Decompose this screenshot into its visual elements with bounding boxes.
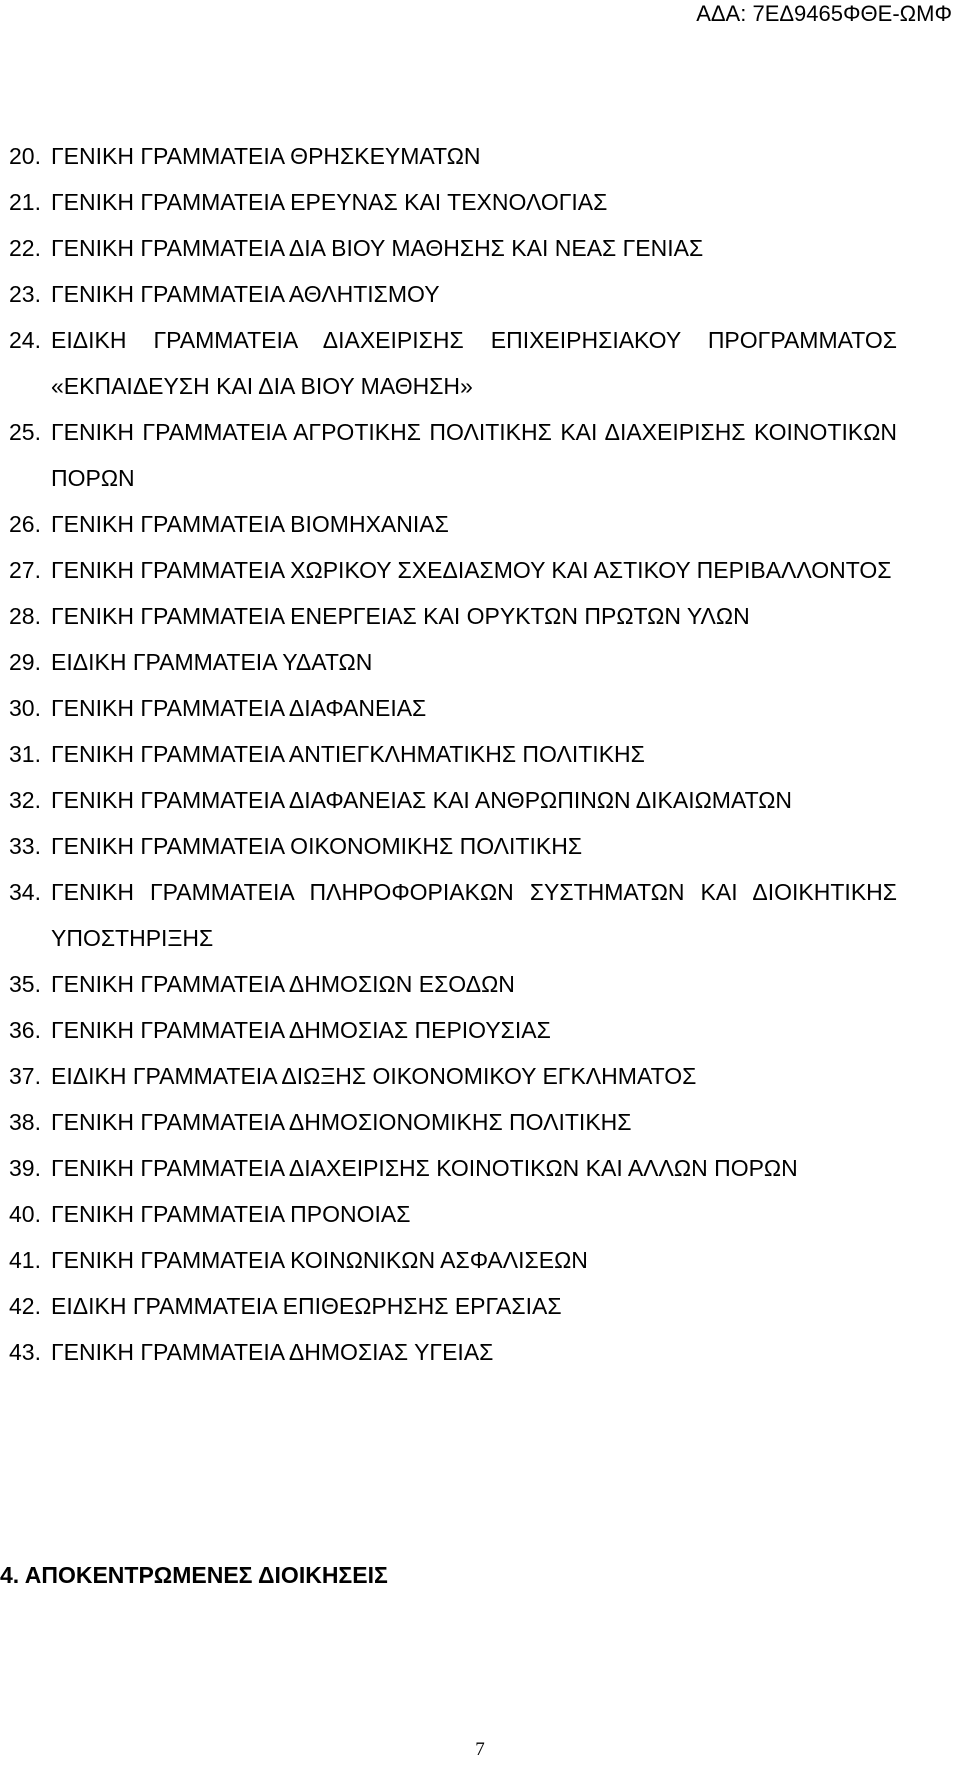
list-item (9, 1237, 897, 1283)
section-heading: 4. ΑΠΟΚΕΝΤΡΩΜΕΝΕΣ ΔΙΟΙΚΗΣΕΙΣ (0, 1562, 388, 1588)
list-item (9, 547, 897, 593)
list-item (9, 961, 897, 1007)
item-number: 23. (9, 281, 41, 307)
list-item (9, 1053, 897, 1099)
list-item (9, 731, 897, 777)
item-text: ΓΕΝΙΚΗ ΓΡΑΜΜΑΤΕΙΑ ΠΛΗΡΟΦΟΡΙΑΚΩΝ ΣΥΣΤΗΜΑΤΩΝ ΚΑΙ ΔΙΟΙΚΗΤΙΚΗΣ ΥΠΟΣΤΗΡΙΞΗΣ (51, 879, 897, 951)
list-item (9, 1191, 897, 1237)
item-text: ΓΕΝΙΚΗ ΓΡΑΜΜΑΤΕΙΑ ΔΗΜΟΣΙΑΣ ΠΕΡΙΟΥΣΙΑΣ (51, 1017, 551, 1043)
item-text: ΓΕΝΙΚΗ ΓΡΑΜΜΑΤΕΙΑ ΔΙΑΧΕΙΡΙΣΗΣ ΚΟΙΝΟΤΙΚΩΝ ΚΑΙ ΑΛΛΩΝ ΠΟΡΩΝ (51, 1155, 798, 1181)
ada-code-header: ΑΔΑ: 7ΕΔ9465ΦΘΕ-ΩΜΦ (696, 1, 952, 26)
item-number: 42. (9, 1293, 41, 1319)
item-number: 41. (9, 1247, 41, 1273)
item-number: 36. (9, 1017, 41, 1043)
item-number: 34. (9, 879, 41, 905)
item-text: ΓΕΝΙΚΗ ΓΡΑΜΜΑΤΕΙΑ ΑΓΡΟΤΙΚΗΣ ΠΟΛΙΤΙΚΗΣ ΚΑΙ ΔΙΑΧΕΙΡΙΣΗΣ ΚΟΙΝΟΤΙΚΩΝ ΠΟΡΩΝ (51, 419, 897, 491)
item-number: 35. (9, 971, 41, 997)
item-text: ΓΕΝΙΚΗ ΓΡΑΜΜΑΤΕΙΑ ΔΗΜΟΣΙΑΣ ΥΓΕΙΑΣ (51, 1339, 494, 1365)
item-number: 29. (9, 649, 41, 675)
item-number: 21. (9, 189, 41, 215)
item-text: ΕΙΔΙΚΗ ΓΡΑΜΜΑΤΕΙΑ ΔΙΑΧΕΙΡΙΣΗΣ ΕΠΙΧΕΙΡΗΣΙΑΚΟΥ ΠΡΟΓΡΑΜΜΑΤΟΣ «ΕΚΠΑΙΔΕΥΣΗ ΚΑΙ ΔΙΑ ΒΙΟΥ ΜΑΘΗΣΗ» (51, 327, 897, 399)
item-text: ΓΕΝΙΚΗ ΓΡΑΜΜΑΤΕΙΑ ΔΗΜΟΣΙΟΝΟΜΙΚΗΣ ΠΟΛΙΤΙΚΗΣ (51, 1109, 632, 1135)
item-number: 33. (9, 833, 41, 859)
list-item (9, 179, 897, 225)
item-number: 31. (9, 741, 41, 767)
list-item (9, 1329, 897, 1375)
item-text: ΓΕΝΙΚΗ ΓΡΑΜΜΑΤΕΙΑ ΔΙΑ ΒΙΟΥ ΜΑΘΗΣΗΣ ΚΑΙ ΝΕΑΣ ΓΕΝΙΑΣ (51, 235, 704, 261)
list-item (9, 1145, 897, 1191)
item-number: 40. (9, 1201, 41, 1227)
item-number: 27. (9, 557, 41, 583)
list-item (9, 1099, 897, 1145)
item-number: 26. (9, 511, 41, 537)
list-item (9, 685, 897, 731)
list-item (9, 225, 897, 271)
list-item (9, 1007, 897, 1053)
item-text: ΓΕΝΙΚΗ ΓΡΑΜΜΑΤΕΙΑ ΑΝΤΙΕΓΚΛΗΜΑΤΙΚΗΣ ΠΟΛΙΤΙΚΗΣ (51, 741, 645, 767)
item-text: ΓΕΝΙΚΗ ΓΡΑΜΜΑΤΕΙΑ ΘΡΗΣΚΕΥΜΑΤΩΝ (51, 143, 481, 169)
item-number: 20. (9, 143, 41, 169)
list-item (9, 1283, 897, 1329)
page-number: 7 (475, 1739, 485, 1760)
list-item (9, 869, 897, 961)
list-item (9, 317, 897, 409)
item-text: ΓΕΝΙΚΗ ΓΡΑΜΜΑΤΕΙΑ ΔΙΑΦΑΝΕΙΑΣ (51, 695, 427, 721)
item-text: ΓΕΝΙΚΗ ΓΡΑΜΜΑΤΕΙΑ ΕΡΕΥΝΑΣ ΚΑΙ ΤΕΧΝΟΛΟΓΙΑΣ (51, 189, 608, 215)
item-number: 22. (9, 235, 41, 261)
item-text: ΕΙΔΙΚΗ ΓΡΑΜΜΑΤΕΙΑ ΔΙΩΞΗΣ ΟΙΚΟΝΟΜΙΚΟΥ ΕΓΚΛΗΜΑΤΟΣ (51, 1063, 697, 1089)
list-item (9, 501, 897, 547)
item-text: ΓΕΝΙΚΗ ΓΡΑΜΜΑΤΕΙΑ ΧΩΡΙΚΟΥ ΣΧΕΔΙΑΣΜΟΥ ΚΑΙ ΑΣΤΙΚΟΥ ΠΕΡΙΒΑΛΛΟΝΤΟΣ (51, 557, 892, 583)
item-number: 24. (9, 327, 41, 353)
item-text: ΓΕΝΙΚΗ ΓΡΑΜΜΑΤΕΙΑ ΔΗΜΟΣΙΩΝ ΕΣΟΔΩΝ (51, 971, 515, 997)
item-number: 28. (9, 603, 41, 629)
list-item (9, 823, 897, 869)
list-item (9, 593, 897, 639)
item-number: 43. (9, 1339, 41, 1365)
item-number: 37. (9, 1063, 41, 1089)
item-text: ΓΕΝΙΚΗ ΓΡΑΜΜΑΤΕΙΑ ΑΘΛΗΤΙΣΜΟΥ (51, 281, 440, 307)
item-text: ΕΙΔΙΚΗ ΓΡΑΜΜΑΤΕΙΑ ΕΠΙΘΕΩΡΗΣΗΣ ΕΡΓΑΣΙΑΣ (51, 1293, 562, 1319)
list-item (9, 271, 897, 317)
item-text: ΓΕΝΙΚΗ ΓΡΑΜΜΑΤΕΙΑ ΒΙΟΜΗΧΑΝΙΑΣ (51, 511, 449, 537)
item-number: 38. (9, 1109, 41, 1135)
item-number: 30. (9, 695, 41, 721)
list-item (9, 133, 897, 179)
item-number: 39. (9, 1155, 41, 1181)
item-text: ΓΕΝΙΚΗ ΓΡΑΜΜΑΤΕΙΑ ΟΙΚΟΝΟΜΙΚΗΣ ΠΟΛΙΤΙΚΗΣ (51, 833, 583, 859)
item-number: 25. (9, 419, 41, 445)
item-text: ΓΕΝΙΚΗ ΓΡΑΜΜΑΤΕΙΑ ΔΙΑΦΑΝΕΙΑΣ ΚΑΙ ΑΝΘΡΩΠΙΝΩΝ ΔΙΚΑΙΩΜΑΤΩΝ (51, 787, 793, 813)
list-item (9, 639, 897, 685)
item-text: ΓΕΝΙΚΗ ΓΡΑΜΜΑΤΕΙΑ ΚΟΙΝΩΝΙΚΩΝ ΑΣΦΑΛΙΣΕΩΝ (51, 1247, 588, 1273)
item-number: 32. (9, 787, 41, 813)
list-item (9, 777, 897, 823)
item-text: ΓΕΝΙΚΗ ΓΡΑΜΜΑΤΕΙΑ ΠΡΟΝΟΙΑΣ (51, 1201, 411, 1227)
secretariat-list (9, 133, 897, 1375)
list-item (9, 409, 897, 501)
item-text: ΕΙΔΙΚΗ ΓΡΑΜΜΑΤΕΙΑ ΥΔΑΤΩΝ (51, 649, 373, 675)
item-text: ΓΕΝΙΚΗ ΓΡΑΜΜΑΤΕΙΑ ΕΝΕΡΓΕΙΑΣ ΚΑΙ ΟΡΥΚΤΩΝ ΠΡΩΤΩΝ ΥΛΩΝ (51, 603, 750, 629)
